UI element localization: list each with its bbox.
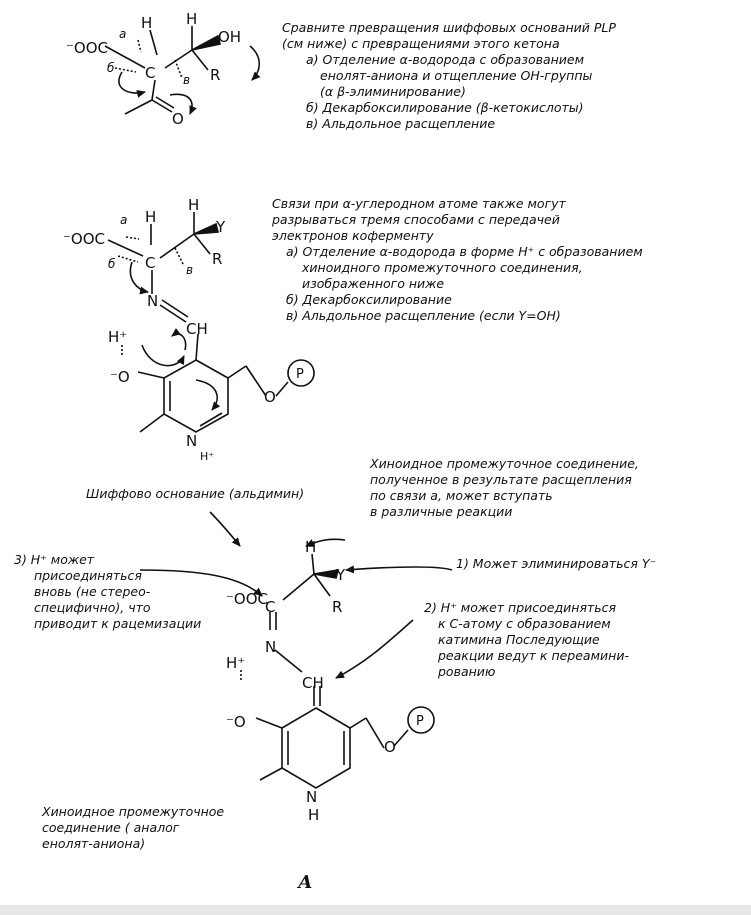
carboxylate-label: ⁻OOC bbox=[66, 39, 109, 57]
note-line: к С-атому с образованием bbox=[438, 616, 611, 631]
h-label: H bbox=[308, 806, 320, 824]
note-line: Сравните превращения шиффовых оснований PLP bbox=[282, 20, 616, 35]
alpha-carbon-label: C bbox=[145, 64, 156, 82]
note-line: 3) H⁺ может bbox=[14, 552, 95, 567]
imine-n-label: N bbox=[147, 292, 159, 310]
note-line: б) Декарбоксилирование (β-кетокислоты) bbox=[306, 100, 584, 115]
bond-a-label: а bbox=[120, 213, 128, 227]
r-label: R bbox=[332, 598, 343, 616]
h-label: H bbox=[188, 196, 200, 214]
alpha-carbon-label: C bbox=[145, 254, 156, 272]
h-label: H bbox=[141, 14, 153, 32]
figure-letter: А bbox=[298, 872, 313, 893]
compare-note bbox=[282, 20, 616, 132]
caption-line: енолят-аниона) bbox=[42, 836, 146, 851]
note-line: катимина Последующие bbox=[438, 632, 600, 647]
carboxylate-label: ⁻OOC bbox=[63, 230, 106, 248]
h-plus-label: H⁺ bbox=[108, 328, 128, 346]
note-line: вновь (не стерео- bbox=[34, 584, 151, 599]
note-line: (см ниже) с превращениями этого кетона bbox=[282, 36, 560, 51]
note-line: в) Альдольное расщепление bbox=[306, 116, 496, 131]
note-line: б) Декарбоксилирование bbox=[286, 292, 452, 307]
bond-c-label: в bbox=[186, 263, 194, 277]
note-line: Связи при α-углеродном атоме также могут bbox=[272, 196, 566, 211]
bottom-strip bbox=[0, 905, 751, 915]
phosphate-label: P bbox=[416, 714, 424, 729]
h-label: H bbox=[305, 538, 317, 556]
note-line: присоединяться bbox=[34, 568, 142, 583]
note-line: хиноидного промежуточного соединения, bbox=[302, 260, 583, 275]
note-line: 2) H⁺ может присоединяться bbox=[424, 600, 616, 615]
bond-c-label: в bbox=[183, 73, 191, 87]
h-label: H bbox=[145, 208, 157, 226]
ch-label: CH bbox=[302, 674, 324, 692]
note-line: а) Отделение α-водорода с образованием bbox=[306, 52, 585, 67]
note-line: по связи а, может вступать bbox=[370, 488, 553, 503]
oh-label: OH bbox=[218, 28, 242, 46]
y-label: Y bbox=[216, 218, 226, 236]
bond-b-label: б bbox=[108, 257, 116, 271]
ketone-oxygen-label: O bbox=[172, 110, 184, 128]
c-label: C bbox=[265, 598, 276, 616]
o-label: O bbox=[264, 388, 276, 406]
h-label: H bbox=[186, 10, 198, 28]
pyridine-n-label: N bbox=[306, 788, 318, 806]
note-line: разрываться тремя способами с передачей bbox=[272, 212, 560, 227]
r-label: R bbox=[212, 250, 223, 268]
note-line: рованию bbox=[438, 664, 496, 679]
note-line: полученное в результате расщепления bbox=[370, 472, 632, 487]
note-line: реакции ведут к переамини- bbox=[438, 648, 629, 663]
ketimine-note bbox=[424, 600, 629, 680]
phosphate-label: P bbox=[296, 367, 304, 382]
quinoid-intro-note bbox=[370, 456, 639, 520]
h-plus-label: H⁺ bbox=[200, 450, 215, 463]
schiff-base-caption: Шиффово основание (альдимин) bbox=[86, 486, 305, 501]
quinoid-labels bbox=[226, 538, 424, 824]
r-label: R bbox=[210, 66, 221, 84]
h-plus-label: H⁺ bbox=[226, 654, 246, 672]
note-line: Хиноидное промежуточное соединение, bbox=[370, 456, 639, 471]
bond-b-label: б bbox=[107, 61, 115, 75]
eliminate-note: 1) Может элиминироваться Y⁻ bbox=[456, 556, 657, 571]
imine-n-label: N bbox=[265, 638, 277, 656]
bonds-note bbox=[272, 196, 643, 324]
bond-a-label: а bbox=[119, 27, 127, 41]
y-label: Y bbox=[336, 566, 346, 584]
caption-line: Хиноидное промежуточное bbox=[42, 804, 225, 819]
note-line: а) Отделение α-водорода в форме H⁺ с образованием bbox=[286, 244, 643, 259]
quinoid-analog-caption bbox=[42, 804, 224, 852]
phenolate-label: ⁻O bbox=[110, 368, 130, 386]
carboxylate-label: ⁻OOC bbox=[226, 590, 269, 608]
note-line: приводит к рацемизации bbox=[34, 616, 202, 631]
note-line: (α β-элиминирование) bbox=[320, 84, 466, 99]
racemization-note bbox=[14, 552, 201, 632]
note-line: в различные реакции bbox=[370, 504, 513, 519]
note-line: электронов коферменту bbox=[272, 228, 434, 243]
note-line: специфично), что bbox=[34, 600, 151, 615]
ketone-labels bbox=[66, 10, 241, 128]
note-line: енолят-аниона и отщепление ОН-группы bbox=[320, 68, 593, 83]
schiff-base-labels bbox=[63, 196, 304, 463]
o-label: O bbox=[384, 738, 396, 756]
caption-line: соединение ( аналог bbox=[42, 820, 180, 835]
pyridine-n-label: N bbox=[186, 432, 198, 450]
note-line: в) Альдольное расщепление (если Y=OH) bbox=[286, 308, 561, 323]
note-line: изображенного ниже bbox=[302, 276, 445, 291]
phenolate-label: ⁻O bbox=[226, 713, 246, 731]
ch-label: CH bbox=[186, 320, 208, 338]
